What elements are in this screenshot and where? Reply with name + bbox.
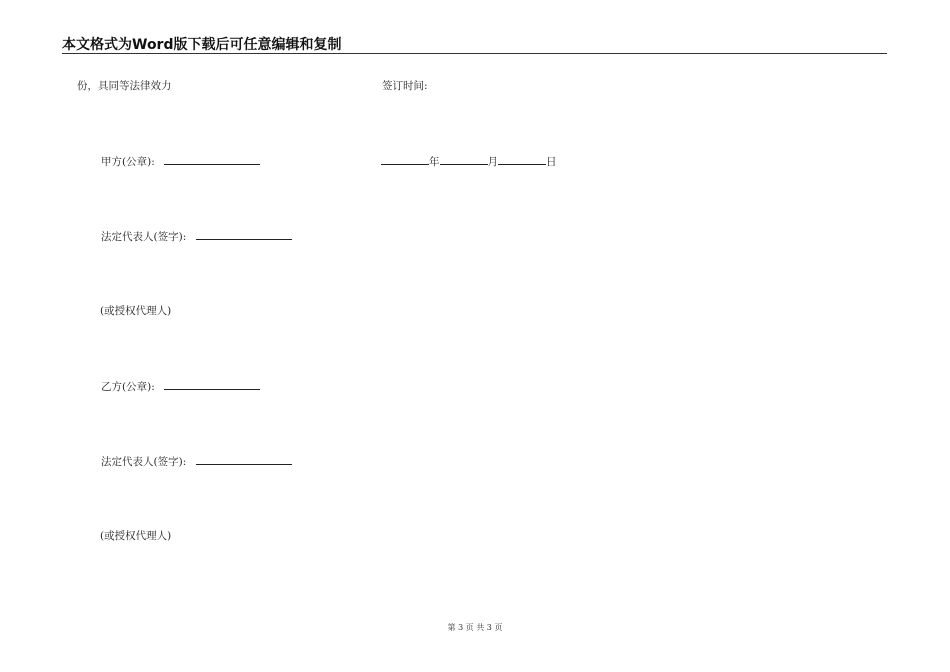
party-b-agent: (或授权代理人) [100,530,172,542]
party-b-signature-blank [196,454,292,465]
intro-line: 份，具同等法律效力 [77,80,172,92]
page-footer: 第 3 页 共 3 页 [447,623,503,632]
party-a-rep-row [101,229,292,244]
party-a-row [101,154,260,169]
year-label: 年 [429,156,440,168]
party-a-rep-label: 法定代表人(签字): [101,231,187,243]
sign-date-row [381,154,557,169]
party-b-seal-blank [164,379,260,390]
sign-time-label: 签订时间: [382,80,428,92]
month-blank [440,154,488,165]
party-b-label: 乙方(公章): [101,381,155,393]
header-title: 本文格式为Word版下载后可任意编辑和复制 [62,37,342,53]
party-b-rep-label: 法定代表人(签字): [101,456,187,468]
header-divider [62,53,887,54]
party-a-label: 甲方(公章): [101,156,155,168]
day-label: 日 [546,156,557,168]
party-b-row [101,379,260,394]
year-blank [381,154,429,165]
party-a-signature-blank [196,229,292,240]
party-a-seal-blank [164,154,260,165]
day-blank [498,154,546,165]
party-b-rep-row [101,454,292,469]
month-label: 月 [487,156,498,168]
party-a-agent: (或授权代理人) [100,305,172,317]
